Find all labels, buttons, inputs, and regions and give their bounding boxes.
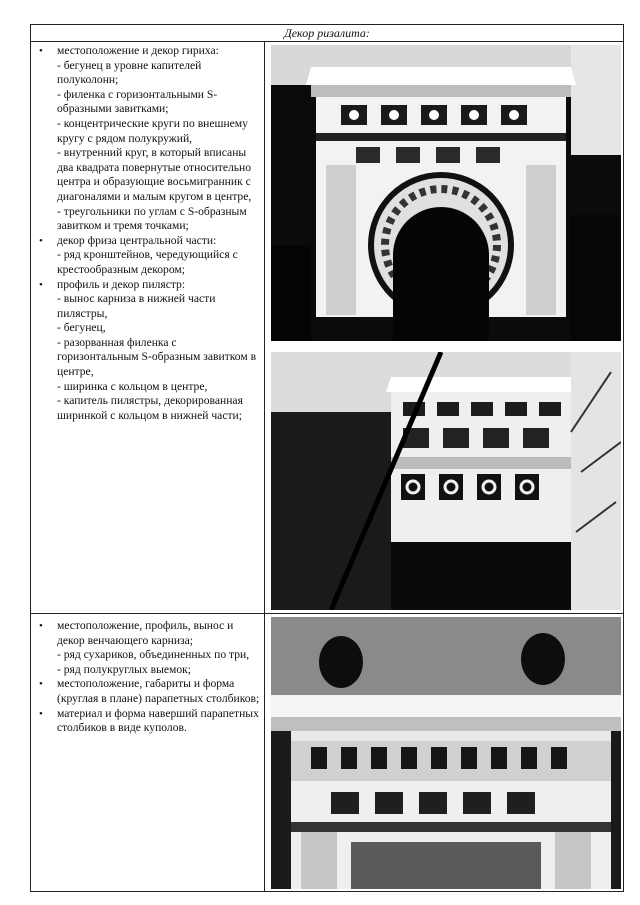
cornice-domes-photo xyxy=(271,617,621,889)
list-item xyxy=(35,278,261,424)
sub-item: - концентрические круги по внешнему кругу с рядом полукружий, xyxy=(57,116,248,145)
sub-item: - бегунец, xyxy=(57,321,106,335)
sub-item: - вынос карниза в нижней части пилястры, xyxy=(57,292,216,320)
sub-item: - ряд сухариков, объединенных по три, xyxy=(57,648,250,662)
list-item xyxy=(35,619,261,677)
sub-item: - внутренний круг, в который вписаны два квадрата повернутые относительно центра и образующие восьмигранник с диагоналями и малым кругом в центре, xyxy=(57,146,252,203)
decor-table xyxy=(30,24,624,892)
sub-item: - филенка с горизонтальными S-образными завитками; xyxy=(57,87,218,116)
row-divider xyxy=(31,613,623,614)
sub-item: - ряд кронштейнов, чередующийся с крестообразным декором; xyxy=(57,248,238,276)
list-item xyxy=(35,234,261,278)
item-heading: местоположение, габариты и форма (круглая в плане) парапетных столбиков; xyxy=(57,677,260,705)
sub-item: - бегунец в уровне капителей полуколонн; xyxy=(57,58,202,87)
table-header: Декор ризалита: xyxy=(31,25,623,42)
list-item xyxy=(35,44,261,234)
sub-item: - ряд полукруглых выемок; xyxy=(57,662,192,676)
sub-item: - разорванная филенка с горизонтальным S-образным завитком в центре, xyxy=(57,335,257,379)
item-heading: профиль и декор пилястр: xyxy=(57,277,186,291)
item-heading: материал и форма наверший парапетных столбиков в виде куполов. xyxy=(57,706,259,735)
facade-arch-photo xyxy=(271,45,621,341)
sub-item: - треугольники по углам с S-образным завитком и тремя точками; xyxy=(57,204,247,233)
list-item xyxy=(35,677,261,706)
column-divider xyxy=(264,42,265,891)
sub-item: - ширинка с кольцом в центре, xyxy=(57,379,208,393)
item-heading: местоположение и декор гириха: xyxy=(57,44,219,57)
section2-text xyxy=(35,619,261,736)
list-item xyxy=(35,707,261,736)
item-heading: декор фриза центральной части: xyxy=(57,233,217,247)
item-heading: местоположение, профиль, вынос и декор венчающего карниза; xyxy=(57,619,234,647)
section1-text xyxy=(35,44,261,423)
sub-item: - капитель пилястры, декорированная ширинкой с кольцом в нижней части; xyxy=(57,394,243,422)
pilaster-capital-photo xyxy=(271,352,621,610)
